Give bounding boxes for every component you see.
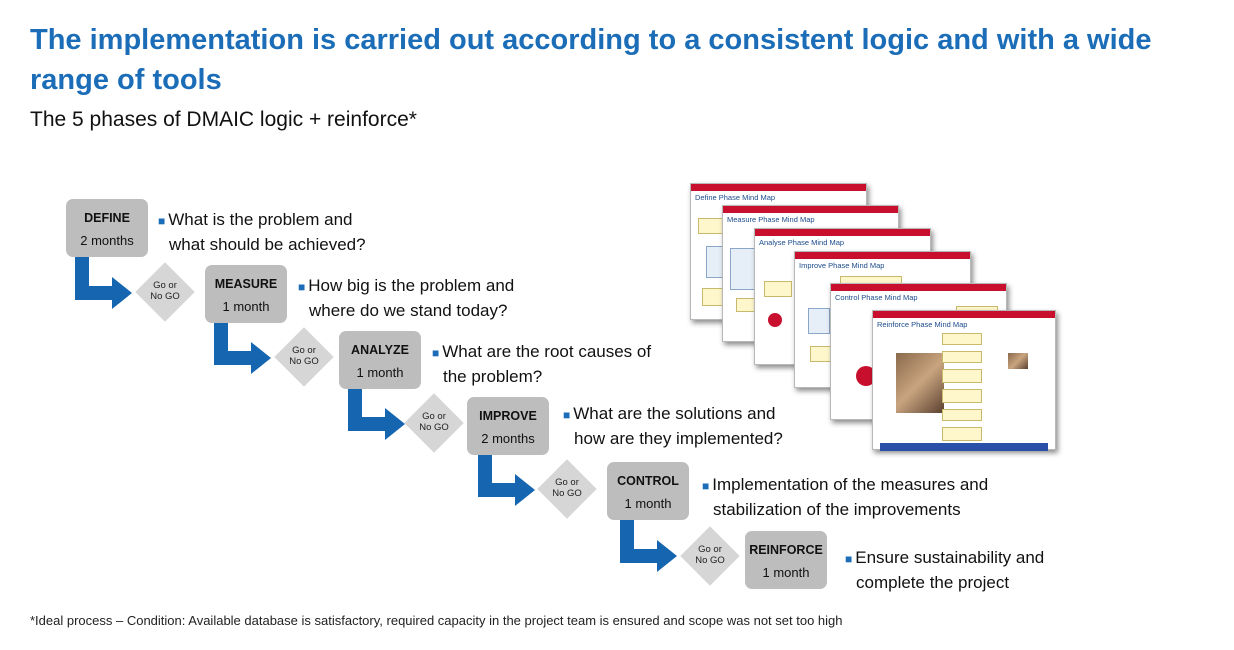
flow-arrow-1 xyxy=(70,255,140,310)
phase-name: IMPROVE xyxy=(479,409,537,423)
phase-duration: 1 month xyxy=(356,365,404,380)
gate-diamond-1 xyxy=(135,262,195,322)
description-line: What is the problem and xyxy=(168,210,353,229)
description-line: How big is the problem and xyxy=(308,276,515,295)
gate-label: Go or xyxy=(698,544,722,555)
bullet-icon: ■ xyxy=(845,552,853,566)
description-line: What are the solutions and xyxy=(573,404,776,423)
page-title: The implementation is carried out according to a consistent logic and with a wide range of tools xyxy=(30,24,1152,96)
phase-description-analyze xyxy=(432,340,651,388)
phase-define xyxy=(66,199,148,257)
phase-duration: 1 month xyxy=(222,299,270,314)
phase-improve xyxy=(467,397,549,455)
description-line: Implementation of the measures and xyxy=(712,475,989,494)
gate-label: No GO xyxy=(419,422,449,433)
flow-arrow-2 xyxy=(209,320,279,375)
mind-map-title: Measure Phase Mind Map xyxy=(727,215,815,224)
description-line: where do we stand today? xyxy=(309,301,508,320)
mind-map-title: Reinforce Phase Mind Map xyxy=(877,320,968,329)
phase-control xyxy=(607,462,689,520)
phase-analyze xyxy=(339,331,421,389)
mind-map-title: Define Phase Mind Map xyxy=(695,193,776,202)
description-line: stabilization of the improvements xyxy=(713,500,961,519)
gate-label: No GO xyxy=(289,356,319,367)
phase-description-measure xyxy=(298,274,514,322)
gate-diamond-2 xyxy=(274,327,334,387)
bullet-icon: ■ xyxy=(158,214,166,228)
description-line: complete the project xyxy=(856,573,1010,592)
bullet-icon: ■ xyxy=(563,408,571,422)
bullet-icon: ■ xyxy=(432,346,440,360)
gate-label: No GO xyxy=(552,488,582,499)
gate-label: Go or xyxy=(422,411,446,422)
description-line: What are the root causes of xyxy=(442,342,652,361)
flow-arrow-4 xyxy=(473,452,543,507)
mind-map-title: Control Phase Mind Map xyxy=(835,293,918,302)
phase-measure xyxy=(205,265,287,323)
bullet-icon: ■ xyxy=(298,280,306,294)
description-line: Ensure sustainability and xyxy=(855,548,1045,567)
phase-name: DEFINE xyxy=(84,211,130,225)
phase-name: REINFORCE xyxy=(749,543,823,557)
description-line: how are they implemented? xyxy=(574,429,783,448)
gate-diamond-5 xyxy=(680,526,740,586)
gate-label: No GO xyxy=(150,291,180,302)
phase-duration: 2 months xyxy=(80,233,134,248)
bullet-icon: ■ xyxy=(702,479,710,493)
phase-name: MEASURE xyxy=(214,277,278,291)
description-line: what should be achieved? xyxy=(169,235,366,254)
phase-duration: 2 months xyxy=(481,431,535,446)
phase-duration: 1 month xyxy=(762,565,810,580)
phase-duration: 1 month xyxy=(624,496,672,511)
flow-arrow-5 xyxy=(615,518,685,573)
phase-description-define xyxy=(158,208,366,256)
mind-map-title: Improve Phase Mind Map xyxy=(799,261,885,270)
phase-description-reinforce xyxy=(845,546,1044,594)
phase-reinforce xyxy=(745,531,827,589)
gate-label: No GO xyxy=(695,555,725,566)
flow-arrow-3 xyxy=(343,386,413,441)
footnote: *Ideal process – Condition: Available database is satisfactory, required capacity in the project team is ensured and scope was not set too high xyxy=(30,613,843,628)
phase-name: ANALYZE xyxy=(351,343,409,357)
description-line: the problem? xyxy=(443,367,543,386)
page-subtitle: The 5 phases of DMAIC logic + reinforce* xyxy=(30,108,417,131)
mind-map-title: Analyse Phase Mind Map xyxy=(759,238,845,247)
phase-description-control xyxy=(702,473,988,521)
gate-label: Go or xyxy=(555,477,579,488)
gate-diamond-3 xyxy=(404,393,464,453)
mind-map-thumbnail xyxy=(872,310,1056,450)
gate-label: Go or xyxy=(292,345,316,356)
mind-map-stack xyxy=(690,183,1060,453)
gate-diamond-4 xyxy=(537,459,597,519)
gate-label: Go or xyxy=(153,280,177,291)
phase-name: CONTROL xyxy=(617,474,679,488)
